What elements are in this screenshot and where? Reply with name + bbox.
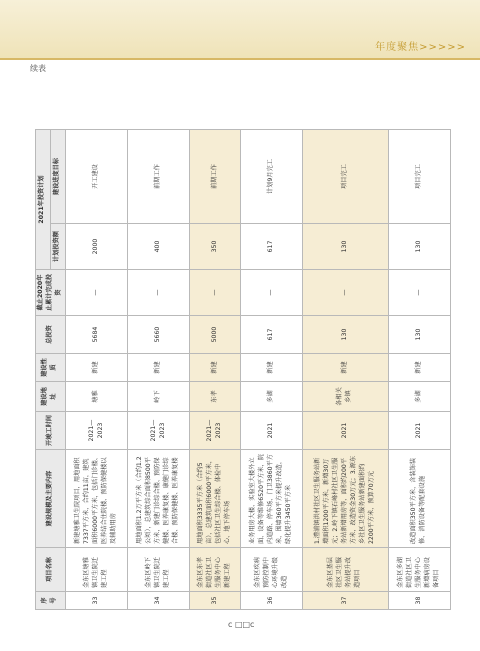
section-title: 年度聚焦>>>>> [375, 42, 466, 53]
table-row [388, 129, 450, 609]
col-name: 项目名称 [36, 548, 66, 592]
cell-plan-target: 前期工作 [190, 129, 241, 223]
cell-total: 617 [240, 316, 302, 354]
cell-seq: 34 [128, 592, 190, 610]
cell-plan-invest: 130 [388, 224, 450, 270]
cell-total: 5000 [190, 316, 241, 354]
col-start-end: 开竣工时间 [36, 412, 66, 450]
col-seq: 序号 [36, 592, 66, 610]
cell-nature: 新建 [65, 354, 127, 382]
page-number: c □□c [228, 620, 255, 629]
cell-nature: 新建 [303, 354, 389, 382]
table-row [190, 129, 241, 609]
col-done-2020: 截止2020年止累计完成投资 [36, 270, 66, 316]
cell-content: 业务用房大楼、实验室大楼外立面、设备等维修6520平方米，院内道路、停车场、门卫3860平方米，围墙360平方米提升改造，绿化提升3450平方米 [240, 450, 302, 548]
cell-done-2020: — [303, 270, 389, 316]
cell-name: 金东区塘雅镇卫生院迁建工程 [65, 548, 127, 592]
cell-location: 各相关乡镇 [303, 382, 389, 412]
cell-location: 多湖 [240, 382, 302, 412]
cell-location: 岭下 [128, 382, 190, 412]
cell-seq: 37 [303, 592, 389, 610]
cell-total: 130 [388, 316, 450, 354]
cell-nature: 新建 [128, 354, 190, 382]
cell-plan-target: 计划9月完工 [240, 129, 302, 223]
cell-start-end: 2021—2023 [190, 412, 241, 450]
cell-start-end: 2021 [303, 412, 389, 450]
cell-name: 金东区东孝街道社区卫生服务中心新建工程 [190, 548, 241, 592]
cell-total: 130 [303, 316, 389, 354]
cell-plan-target: 前期工作 [128, 129, 190, 223]
cell-nature: 新建 [240, 354, 302, 382]
table-row [240, 129, 302, 609]
cell-name: 金东区岭下镇卫生院迁建工程 [128, 548, 190, 592]
cell-name: 金东区多湖街道社区卫生服务中心新增病房设备项目 [388, 548, 450, 592]
cell-seq: 36 [240, 592, 302, 610]
cell-seq: 33 [65, 592, 127, 610]
cell-location: 东孝 [190, 382, 241, 412]
cell-start-end: 2021 [240, 412, 302, 450]
header-band [0, 0, 480, 60]
cell-content: 1.澧浦镇洪村社区卫生服务站新增面积1200平方米，新增30万元；2.岭下镇石峰村社区卫生服务站新增用房等，面积约200平方米，改造资金30万元；3.源东乡社区卫生服务站新建面积约2200平方米，预算70万元 [303, 450, 389, 548]
col-plan-invest: 计划投资额 [50, 224, 65, 270]
cell-plan-invest: 400 [128, 224, 190, 270]
col-content: 建设规模及主要内容 [36, 450, 66, 548]
col-total: 总投资 [36, 316, 66, 354]
cell-content: 新建塘雅卫生院项目，用地面积7337平方米，合约11亩，建筑面积6000平方米，包括门诊楼、医养结合住院楼、预防保健楼以及辅助用房 [65, 450, 127, 548]
table-row [65, 129, 127, 609]
table-row [128, 129, 190, 609]
cell-plan-target: 项目完工 [303, 129, 389, 223]
cell-nature: 新建 [190, 354, 241, 382]
cell-seq: 35 [190, 592, 241, 610]
col-nature: 建设性质 [36, 354, 66, 382]
cell-start-end: 2021 [388, 412, 450, 450]
cell-plan-invest: 617 [240, 224, 302, 270]
continued-label: 续表 [30, 64, 46, 73]
cell-done-2020: — [65, 270, 127, 316]
cell-done-2020: — [190, 270, 241, 316]
cell-name: 金东区基层社区卫生服务站提升改造项目 [303, 548, 389, 592]
cell-content: 改造面积350平方米，含装饰装修、消防设备等配套设施 [388, 450, 450, 548]
col-location: 建设地址 [36, 382, 66, 412]
cell-content: 用地面积1.2万平方米（合约1.2公顷），总建筑综合面积8500平方米，新建门诊综合楼、预防保健楼、医养康复楼、康健门诊综合楼、预防保健楼、医养康复楼 [128, 450, 190, 548]
cell-total: 5660 [128, 316, 190, 354]
table-row [303, 129, 389, 609]
cell-plan-invest: 2000 [65, 224, 127, 270]
cell-total: 5684 [65, 316, 127, 354]
cell-start-end: 2021—2023 [128, 412, 190, 450]
cell-content: 用地面积3335平方米（合约5亩），总建筑面积6000平方米，包括社区卫生综合楼、体检中心、地下停车场 [190, 450, 241, 548]
cell-done-2020: — [128, 270, 190, 316]
cell-seq: 38 [388, 592, 450, 610]
cell-plan-target: 开工建设 [65, 129, 127, 223]
cell-plan-invest: 350 [190, 224, 241, 270]
cell-done-2020: — [240, 270, 302, 316]
cell-nature: 新建 [388, 354, 450, 382]
col-plan-group: 2021年投资计划 [36, 129, 51, 269]
cell-name: 金东区疾病预防控制中心环境升级改造 [240, 548, 302, 592]
col-plan-target: 建设进度目标 [50, 129, 65, 223]
cell-done-2020: — [388, 270, 450, 316]
investment-table [35, 129, 451, 610]
cell-start-end: 2021—2023 [65, 412, 127, 450]
rotated-table-container [35, 130, 445, 610]
cell-location: 多湖 [388, 382, 450, 412]
cell-plan-target: 项目完工 [388, 129, 450, 223]
cell-plan-invest: 130 [303, 224, 389, 270]
cell-location: 塘雅 [65, 382, 127, 412]
